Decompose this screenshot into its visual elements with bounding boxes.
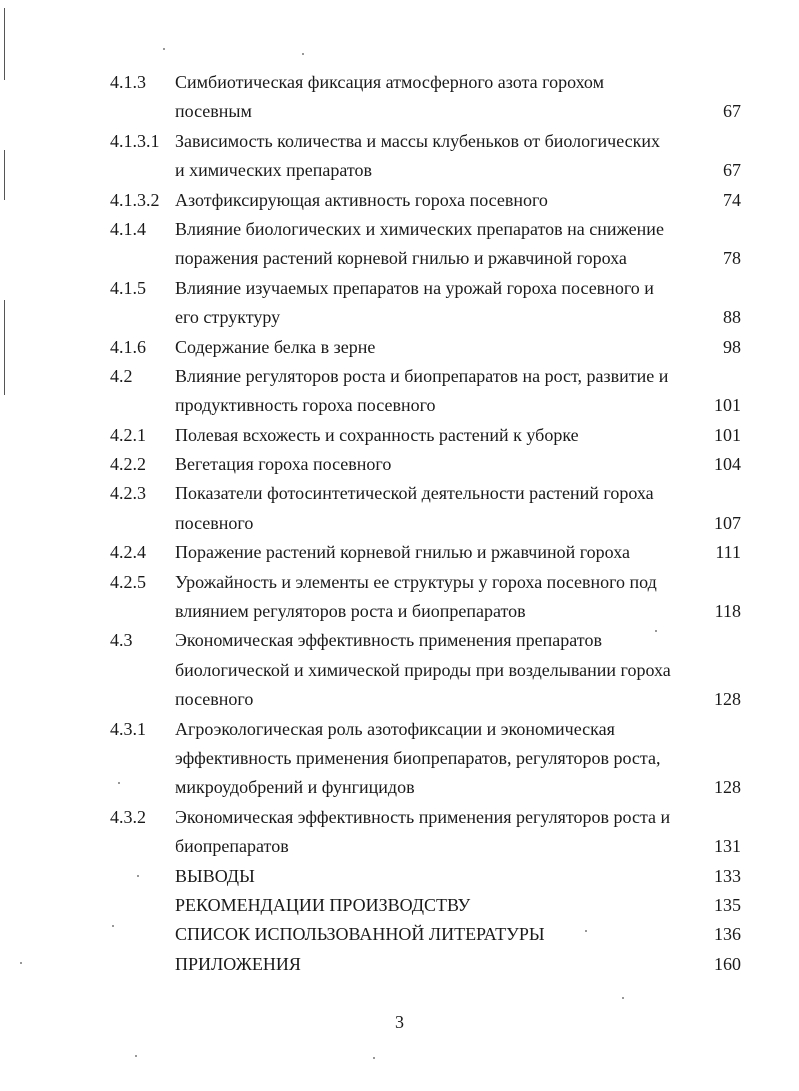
toc-line xyxy=(0,538,799,567)
toc-entry xyxy=(0,450,799,479)
toc-line xyxy=(0,509,799,538)
toc-line xyxy=(0,891,799,920)
toc-page-number: 128 xyxy=(714,777,741,798)
toc-line xyxy=(0,715,799,744)
toc-line xyxy=(0,68,799,97)
toc-line xyxy=(0,685,799,714)
toc-section-title: Урожайность и элементы ее структуры у гороха посевного под xyxy=(175,571,657,592)
scan-speck xyxy=(373,1057,375,1059)
toc-line xyxy=(0,626,799,655)
toc-page-number: 160 xyxy=(714,953,741,974)
toc-entry xyxy=(0,68,799,127)
toc-line xyxy=(0,127,799,156)
toc-section-title: продуктивность гороха посевного xyxy=(175,395,436,416)
toc-section-title: СПИСОК ИСПОЛЬЗОВАННОЙ ЛИТЕРАТУРЫ xyxy=(175,924,545,945)
toc-page-number: 88 xyxy=(723,307,741,328)
toc-entry xyxy=(0,538,799,567)
toc-page-number: 98 xyxy=(723,336,741,357)
toc-section-number: 4.2.1 xyxy=(110,424,146,445)
toc-entry xyxy=(0,715,799,803)
toc-page-number: 133 xyxy=(714,865,741,886)
toc-section-title: биологической и химической природы при возделывании гороха xyxy=(175,659,671,680)
toc-page-number: 118 xyxy=(714,601,741,622)
toc-entry xyxy=(0,186,799,215)
toc-entry xyxy=(0,568,799,627)
toc-section-title: биопрепаратов xyxy=(175,836,289,857)
toc-section-title: ВЫВОДЫ xyxy=(175,865,255,886)
toc-section-title: его структуру xyxy=(175,307,281,328)
toc-page-number: 107 xyxy=(714,512,741,533)
toc-line xyxy=(0,597,799,626)
toc-line xyxy=(0,362,799,391)
toc-entry xyxy=(0,215,799,274)
toc-line xyxy=(0,803,799,832)
toc-page-number: 74 xyxy=(723,189,741,210)
toc-section-title: РЕКОМЕНДАЦИИ ПРОИЗВОДСТВУ xyxy=(175,894,471,915)
toc-section-title: Содержание белка в зерне xyxy=(175,336,376,357)
toc-section-number: 4.3.2 xyxy=(110,806,146,827)
toc-section-number: 4.2.3 xyxy=(110,483,146,504)
toc-line xyxy=(0,274,799,303)
toc-section-number: 4.1.3.1 xyxy=(110,130,160,151)
toc-section-title: Агроэкологическая роль азотофиксации и экономическая xyxy=(175,718,615,739)
toc-section-title: Зависимость количества и массы клубеньков от биологических xyxy=(175,130,661,151)
toc-page-number: 131 xyxy=(714,836,741,857)
scan-speck xyxy=(135,1055,137,1057)
toc-line xyxy=(0,303,799,332)
toc-line xyxy=(0,450,799,479)
toc-entry xyxy=(0,803,799,862)
toc-line xyxy=(0,186,799,215)
toc-section-number: 4.2.4 xyxy=(110,542,146,563)
toc-section-number: 4.1.6 xyxy=(110,336,146,357)
toc-page-number: 111 xyxy=(715,542,741,563)
toc-page-number: 136 xyxy=(714,924,741,945)
toc-page-number: 128 xyxy=(714,689,741,710)
toc-section-title: влиянием регуляторов роста и биопрепаратов xyxy=(175,601,526,622)
toc-page-number: 104 xyxy=(714,454,741,475)
toc-section-title: и химических препаратов xyxy=(175,160,373,181)
toc-entry xyxy=(0,421,799,450)
toc-section-number: 4.2.2 xyxy=(110,454,146,475)
toc-entry xyxy=(0,626,799,714)
toc-page-number: 78 xyxy=(723,248,741,269)
scan-speck xyxy=(622,997,624,999)
toc-line xyxy=(0,773,799,802)
toc-section-number: 4.2.5 xyxy=(110,571,146,592)
toc-entry xyxy=(0,274,799,333)
toc-section-title: Поражение растений корневой гнилью и ржавчиной гороха xyxy=(175,542,630,563)
toc-line xyxy=(0,568,799,597)
toc-section-title: посевного xyxy=(175,512,254,533)
toc-section-number: 4.3.1 xyxy=(110,718,146,739)
toc-line xyxy=(0,744,799,773)
toc-entry xyxy=(0,127,799,186)
toc-line xyxy=(0,421,799,450)
toc-section-title: Влияние изучаемых препаратов на урожай гороха посевного и xyxy=(175,277,654,298)
toc-entry xyxy=(0,920,799,949)
toc-section-title: Полевая всхожесть и сохранность растений к уборке xyxy=(175,424,579,445)
toc-line xyxy=(0,656,799,685)
toc-page-number: 67 xyxy=(723,101,741,122)
toc-entry xyxy=(0,891,799,920)
toc-entry xyxy=(0,362,799,421)
toc-entry xyxy=(0,950,799,979)
toc-line xyxy=(0,215,799,244)
toc-page-number: 101 xyxy=(714,424,741,445)
toc-section-title: Экономическая эффективность применения препаратов xyxy=(175,630,602,651)
page-number: 3 xyxy=(395,1012,404,1032)
toc-section-title: Влияние регуляторов роста и биопрепаратов на рост, развитие и xyxy=(175,365,669,386)
toc-line xyxy=(0,156,799,185)
toc-line xyxy=(0,862,799,891)
toc-line xyxy=(0,832,799,861)
scan-speck xyxy=(163,48,165,50)
toc-section-number: 4.3 xyxy=(110,630,133,651)
toc-section-title: посевным xyxy=(175,101,252,122)
toc-page-number: 135 xyxy=(714,894,741,915)
toc-section-number: 4.1.4 xyxy=(110,218,146,239)
scan-speck xyxy=(302,53,304,55)
toc-line xyxy=(0,920,799,949)
toc-line xyxy=(0,950,799,979)
toc-section-number: 4.2 xyxy=(110,365,133,386)
toc-line xyxy=(0,479,799,508)
toc-section-number: 4.1.3.2 xyxy=(110,189,160,210)
toc-entry xyxy=(0,333,799,362)
toc-section-title: Показатели фотосинтетической деятельности растений гороха xyxy=(175,483,654,504)
toc-section-title: Вегетация гороха посевного xyxy=(175,454,392,475)
toc-page-number: 101 xyxy=(714,395,741,416)
table-of-contents xyxy=(0,68,799,979)
toc-line xyxy=(0,244,799,273)
toc-section-title: ПРИЛОЖЕНИЯ xyxy=(175,953,301,974)
toc-section-title: Симбиотическая фиксация атмосферного азота горохом xyxy=(175,72,604,92)
toc-section-title: эффективность применения биопрепаратов, регуляторов роста, xyxy=(175,747,661,768)
toc-line xyxy=(0,391,799,420)
toc-line xyxy=(0,333,799,362)
toc-line xyxy=(0,97,799,126)
toc-section-title: Влияние биологических и химических препаратов на снижение xyxy=(175,218,664,239)
toc-section-title: Экономическая эффективность применения регуляторов роста и xyxy=(175,806,671,827)
toc-entry xyxy=(0,479,799,538)
toc-page-number: 67 xyxy=(723,160,741,181)
toc-section-title: микроудобрений и фунгицидов xyxy=(175,777,415,798)
toc-section-number: 4.1.3 xyxy=(110,72,146,92)
toc-entry xyxy=(0,862,799,891)
toc-section-number: 4.1.5 xyxy=(110,277,146,298)
toc-section-title: поражения растений корневой гнилью и ржавчиной гороха xyxy=(175,248,627,269)
toc-section-title: посевного xyxy=(175,689,254,710)
toc-section-title: Азотфиксирующая активность гороха посевного xyxy=(175,189,548,210)
